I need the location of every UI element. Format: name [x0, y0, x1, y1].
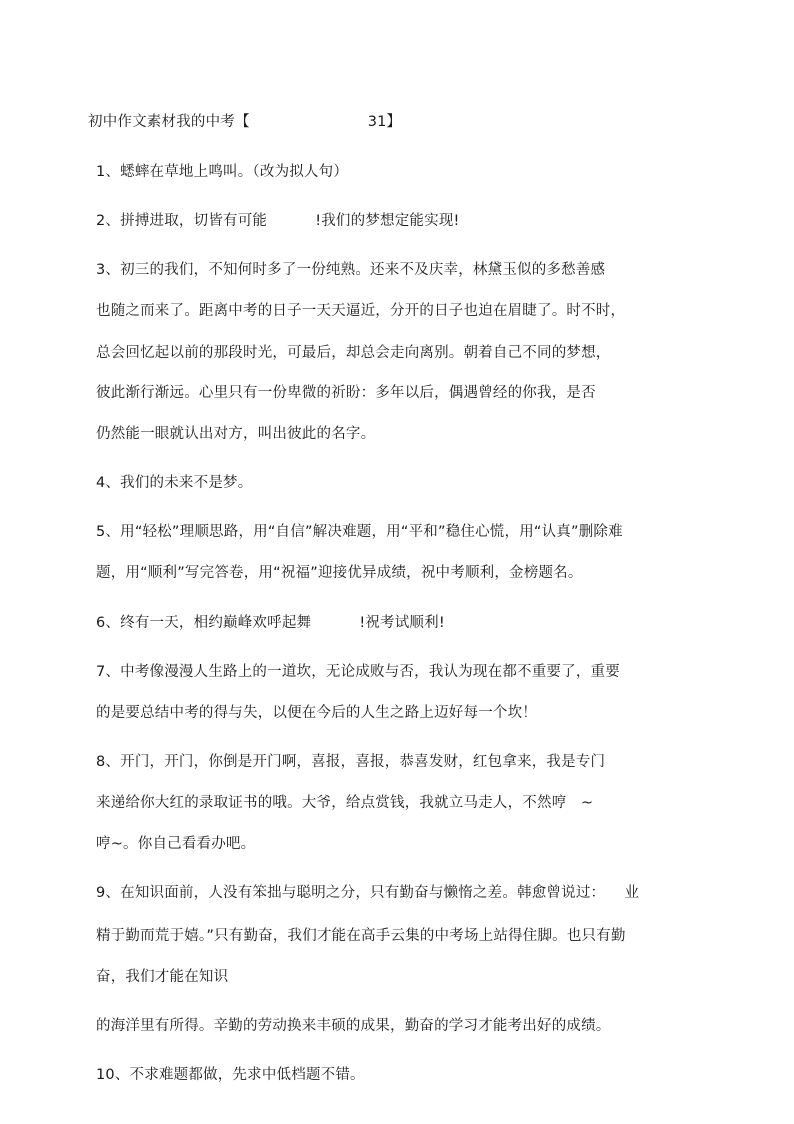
text-line-15: 来递给你大红的录取证书的哦。大爷，给点赏钱，我就立马走人，不然哼 ~ — [96, 795, 594, 811]
text-line-7: 仍然能一眼就认出对方，叫出彼此的名字。 — [96, 426, 376, 442]
text-line-4: 也随之而来了。距离中考的日子一天天逼近，分开的日子也迫在眉睫了。时不时， — [96, 303, 626, 319]
document-title — [88, 112, 401, 132]
text-line-5: 总会回忆起以前的那段时光，可最后，却总会走向离别。朝着自己不同的梦想， — [96, 345, 611, 361]
text-line-1: 1、蟋蟀在草地上鸣叫。（改为拟人句） — [96, 164, 349, 180]
text-line-8: 4、我们的未来不是梦。 — [96, 475, 253, 491]
text-line-10: 题，用“顺利”写完答卷，用“祝福”迎接优异成绩，祝中考顺利，金榜题名。 — [96, 565, 583, 581]
text-line-6: 彼此渐行渐远。心里只有一份卑微的祈盼：多年以后，偶遇曾经的你我，是否 — [96, 385, 596, 401]
text-line-20: 的海洋里有所得。辛勤的劳动换来丰硕的成果，勤奋的学习才能考出好的成绩。 — [96, 1018, 611, 1034]
text-line-14: 8、开门，开门，你倒是开门啊，喜报，喜报，恭喜发财，红包拿来，我是专门 — [96, 754, 606, 770]
text-line-16: 哼~。你自己看看办吧。 — [96, 836, 256, 852]
text-line-17: 9、在知识面前，人没有笨拙与聪明之分，只有勤奋与懒惰之差。韩愈曾说过： 业 — [96, 885, 640, 901]
text-line-11: 6、终有一天，相约巅峰欢呼起舞 !祝考试顺利! — [96, 615, 445, 631]
text-line-21: 10、不求难题都做，先求中低档题不错。 — [96, 1067, 365, 1083]
text-line-12: 7、中考像漫漫人生路上的一道坎，无论成败与否，我认为现在都不重要了，重要 — [96, 664, 620, 680]
text-line-2: 2、拼搏进取，切皆有可能 !我们的梦想定能实现! — [96, 213, 460, 229]
text-line-13: 的是要总结中考的得与失，以便在今后的人生之路上迈好每一个坎！ — [96, 705, 537, 721]
text-line-3: 3、初三的我们，不知何时多了一份纯熟。还来不及庆幸，林黛玉似的多愁善感 — [96, 262, 606, 278]
text-line-19: 奋，我们才能在知识 — [96, 969, 229, 985]
text-line-9: 5、用“轻松”理顺思路，用“自信”解决难题，用“平和”稳住心慌，用“认真”删除难 — [96, 524, 623, 540]
title-left: 初中作文素材我的中考【 — [88, 114, 250, 130]
title-right: 31】 — [367, 114, 402, 130]
text-line-18: 精于勤而荒于嬉。”只有勤奋，我们才能在高手云集的中考场上站得住脚。也只有勤 — [96, 928, 626, 944]
